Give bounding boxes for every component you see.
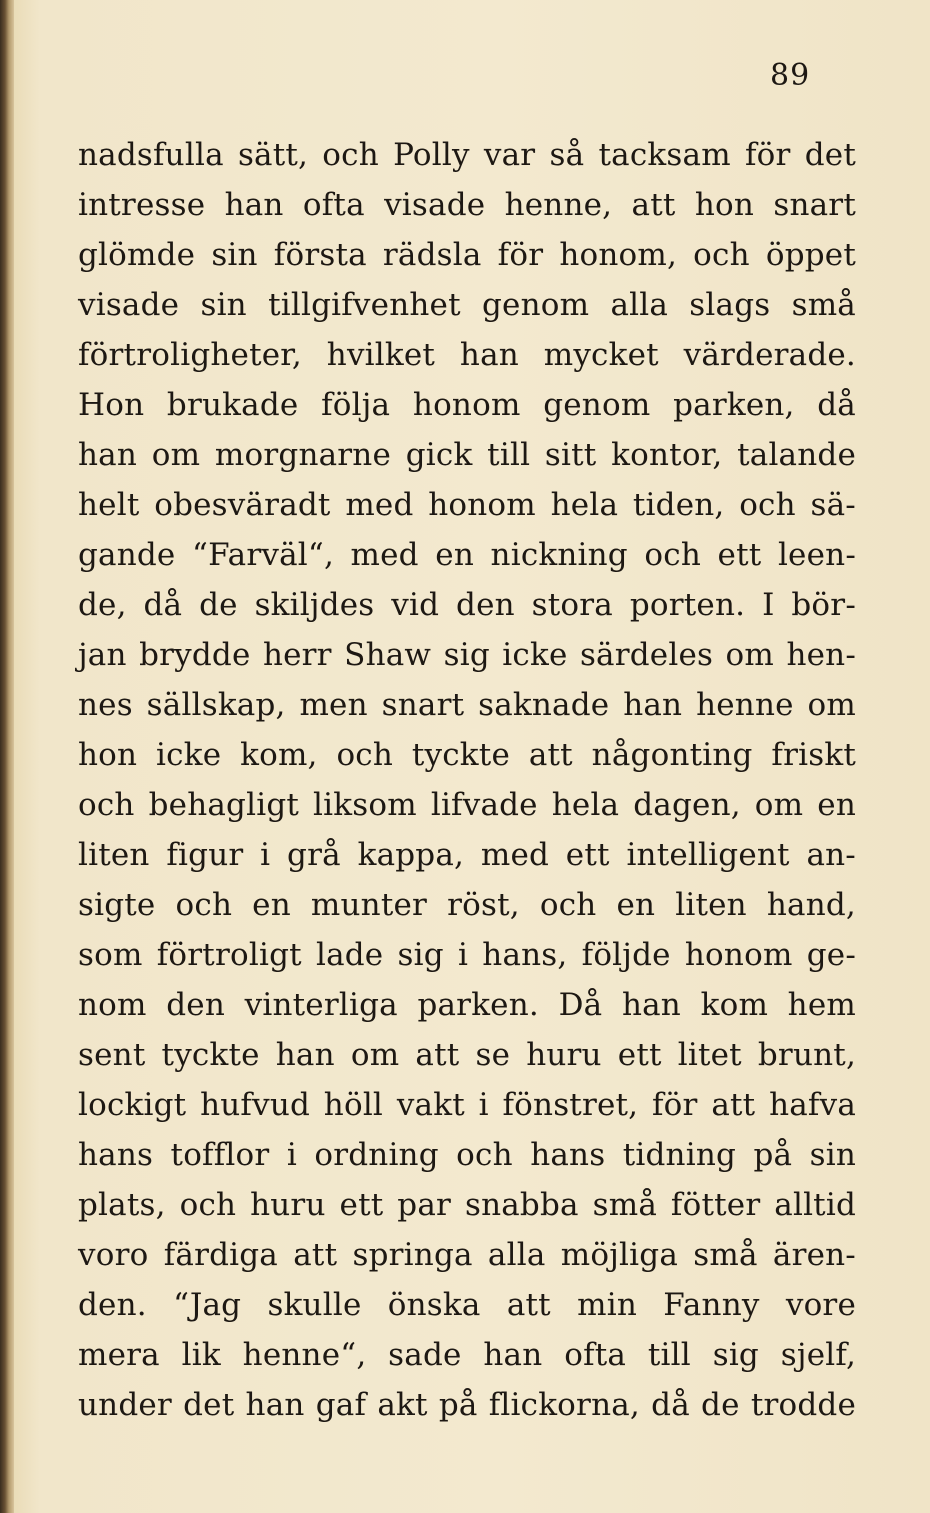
text-line: och behagligt liksom lifvade hela dagen, om en [78, 787, 856, 823]
text-line: voro färdiga att springa alla möjliga små ären- [78, 1237, 856, 1273]
text-line: gande “Farväl“, med en nickning och ett leen- [78, 537, 856, 573]
text-line: liten figur i grå kappa, med ett intelligent an- [78, 837, 856, 873]
text-line: under det han gaf akt på flickorna, då de trodde [78, 1387, 856, 1423]
text-line: förtroligheter, hvilket han mycket värderade. [78, 337, 856, 373]
text-line: lockigt hufvud höll vakt i fönstret, för att hafva [78, 1087, 856, 1123]
text-line: glömde sin första rädsla för honom, och öppet [78, 237, 856, 273]
text-line: mera lik henne“, sade han ofta till sig sjelf, [78, 1337, 856, 1373]
text-line: helt obesväradt med honom hela tiden, och sä- [78, 487, 856, 523]
text-line: han om morgnarne gick till sitt kontor, talande [78, 437, 856, 473]
text-line: hon icke kom, och tyckte att någonting friskt [78, 737, 856, 773]
text-line: sigte och en munter röst, och en liten hand, [78, 887, 856, 923]
book-spine-edge [0, 0, 14, 1513]
text-line: nadsfulla sätt, och Polly var så tacksam för det [78, 137, 856, 173]
text-line: jan brydde herr Shaw sig icke särdeles om hen- [78, 637, 856, 673]
text-line: som förtroligt lade sig i hans, följde honom ge- [78, 937, 856, 973]
text-line: de, då de skiljdes vid den stora porten. I bör- [78, 587, 856, 623]
text-line: sent tyckte han om att se huru ett litet brunt, [78, 1037, 856, 1073]
text-line: nes sällskap, men snart saknade han henne om [78, 687, 856, 723]
body-text [78, 130, 856, 1430]
text-line: nom den vinterliga parken. Då han kom hem [78, 987, 856, 1023]
text-line: hans tofflor i ordning och hans tidning på sin [78, 1137, 856, 1173]
page-number: 89 [770, 58, 811, 93]
text-line: visade sin tillgifvenhet genom alla slags små [78, 287, 856, 323]
text-line: plats, och huru ett par snabba små fötter alltid [78, 1187, 856, 1223]
text-line: Hon brukade följa honom genom parken, då [78, 387, 856, 423]
text-line: den. “Jag skulle önska att min Fanny vore [78, 1287, 856, 1323]
text-line: intresse han ofta visade henne, att hon snart [78, 187, 856, 223]
